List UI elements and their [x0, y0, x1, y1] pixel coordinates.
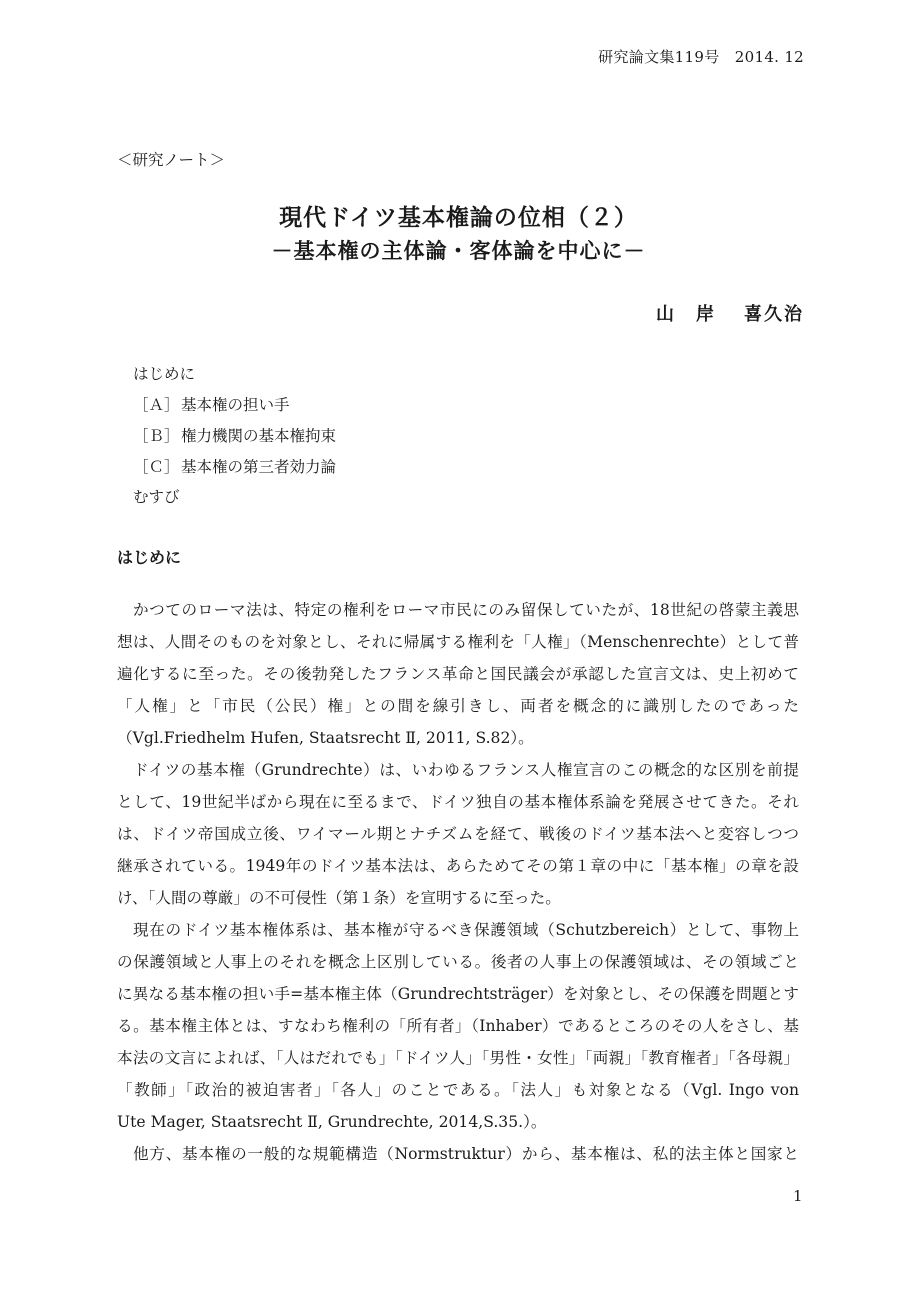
body-line: け、「人間の尊厳」の不可侵性（第１条）を宣明するに至った。: [117, 889, 561, 907]
toc-item: [133, 455, 336, 477]
body-line: の保護領域と人事上のそれを概念上区別している。後者の人事上の保護領域は、その領域ごと: [117, 953, 799, 971]
body-line: 想は、人間そのものを対象とし、それに帰属する権利を「人権」（Menschenrechte）として普: [117, 633, 799, 651]
toc-item-label: はじめに: [133, 365, 196, 383]
body-line: 継承されている。1949年のドイツ基本法は、あらためてその第１章の中に「基本権」の章を設: [117, 857, 799, 875]
body-line: に異なる基本権の担い手=基本権主体（Grundrechtsträger）を対象とし、その保護を問題とす: [117, 985, 799, 1003]
author-given-name: 喜久治: [744, 304, 804, 325]
toc-item-label: 基本権の第三者効力論: [181, 458, 337, 476]
body-line: 現在のドイツ基本権体系は、基本権が守るべき保護領域（Schutzbereich）として、事物上: [133, 921, 799, 939]
body-line: かつてのローマ法は、特定の権利をローマ市民にのみ留保していたが、18世紀の啓蒙主義思: [133, 601, 799, 619]
body-line: Ute Mager, Staatsrecht Ⅱ, Grundrechte, 2014,S.35.）。: [117, 1113, 547, 1131]
toc-item-mark: ［Ａ］: [133, 396, 180, 414]
body-line: 「教師」「政治的被迫害者」「各人」のことである。「法人」も対象となる（Vgl. Ingo von: [117, 1081, 799, 1099]
toc-item-mark: ［Ｂ］: [133, 427, 180, 445]
toc-item-label: むすび: [133, 488, 180, 506]
toc-item-mark: ［Ｃ］: [133, 458, 180, 476]
section-heading: はじめに: [117, 548, 182, 567]
paper-title: 現代ドイツ基本権論の位相（２）: [279, 204, 638, 231]
body-line: る。基本権主体とは、すなわち権利の「所有者」（Inhaber）であるところのその人をさし、基: [117, 1017, 799, 1035]
journal-header: 研究論文集119号 2014. 12: [598, 48, 804, 66]
toc-item: [133, 362, 195, 384]
page-number: 1: [793, 1187, 803, 1205]
body-line: 本法の文言によれば、「人はだれでも」「ドイツ人」「男性・女性」「両親」「教育権者」「各母親」: [117, 1049, 799, 1067]
body-line: は、ドイツ帝国成立後、ワイマール期とナチズムを経て、戦後のドイツ基本法へと変容しつつ: [117, 825, 799, 843]
body-line: として、19世紀半ばから現在に至るまで、ドイツ独自の基本権体系論を発展させてきた。それ: [117, 793, 799, 811]
note-label: ＜研究ノート＞: [117, 151, 226, 169]
body-line: ドイツの基本権（Grundrechte）は、いわゆるフランス人権宣言のこの概念的な区別を前提: [133, 761, 799, 779]
body-line: 他方、基本権の一般的な規範構造（Normstruktur）から、基本権は、私的法主体と国家と: [133, 1145, 799, 1163]
author-family-name: 山 岸: [656, 304, 716, 325]
toc-item-label: 権力機関の基本権拘束: [181, 427, 337, 445]
toc-item-label: 基本権の担い手: [181, 396, 290, 414]
body-line: 「人権」と「市民（公民）権」との間を線引きし、両者を概念的に識別したのであった: [117, 697, 799, 715]
body-line: （Vgl.Friedhelm Hufen, Staatsrecht Ⅱ, 2011, S.82）。: [117, 729, 534, 747]
toc-item: [133, 485, 180, 507]
author-name: [656, 300, 804, 326]
toc-item: [133, 393, 290, 415]
body-line: 遍化するに至った。その後勃発したフランス革命と国民議会が承認した宣言文は、史上初めて: [117, 665, 799, 683]
toc-item: [133, 424, 336, 446]
paper-subtitle: －基本権の主体論・客体論を中心に－: [271, 238, 646, 263]
